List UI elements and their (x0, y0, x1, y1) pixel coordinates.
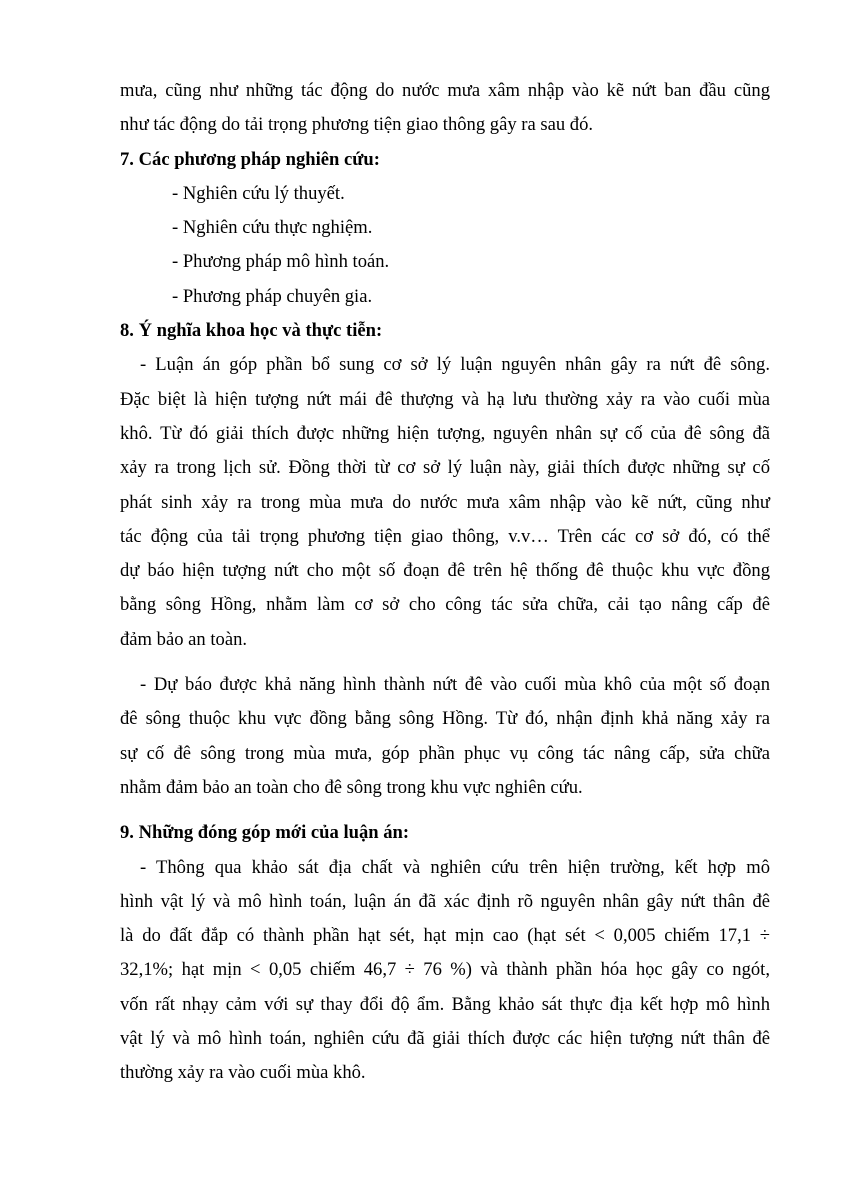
list-item: - Nghiên cứu thực nghiệm. (172, 217, 373, 239)
text-line: hình vật lý và mô hình toán, luận án đã xác định rõ nguyên nhân gây nứt thân đê (120, 890, 770, 912)
text-line: phát sinh xảy ra trong mùa mưa do nước mưa xâm nhập vào kẽ nứt, cũng như (120, 491, 770, 513)
document-page (120, 74, 770, 1091)
method-list (120, 177, 770, 314)
text-line: tác động của tải trọng phương tiện giao thông, v.v… Trên các cơ sở đó, có thể (120, 525, 770, 547)
text-line: như tác động do tải trọng phương tiện giao thông gây ra sau đó. (120, 114, 594, 136)
text-line: - Dự báo được khả năng hình thành nứt đê vào cuối mùa khô của một số đoạn (140, 674, 770, 696)
text-line: đê sông thuộc khu vực đồng bằng sông Hồng. Từ đó, nhận định khả năng xảy ra (120, 708, 770, 730)
section-7-heading: 7. Các phương pháp nghiên cứu: (120, 148, 380, 170)
section-9-heading: 9. Những đóng góp mới của luận án: (120, 822, 410, 844)
text-line: Đặc biệt là hiện tượng nứt mái đê thượng và hạ lưu thường xảy ra vào cuối mùa (120, 388, 770, 410)
section-8-paragraph-2 (120, 668, 770, 805)
text-line: - Luận án góp phần bổ sung cơ sở lý luận nguyên nhân gây ra nứt đê sông. (140, 354, 770, 376)
text-line: thường xảy ra vào cuối mùa khô. (120, 1062, 366, 1084)
list-item: - Phương pháp chuyên gia. (172, 285, 373, 307)
list-item: - Nghiên cứu lý thuyết. (172, 182, 345, 204)
text-line: vốn rất nhạy cảm với sự thay đổi độ ẩm. Bằng khảo sát thực địa kết hợp mô hình (120, 993, 770, 1015)
section-8-paragraph-1 (120, 348, 770, 657)
text-line: khô. Từ đó giải thích được những hiện tượng, nguyên nhân sự cố của đê sông đã (120, 422, 770, 444)
text-line: xảy ra trong lịch sử. Đồng thời từ cơ sở lý luận này, giải thích được những sự cố (120, 457, 770, 479)
intro-paragraph (120, 74, 770, 143)
text-line: dự báo hiện tượng nứt cho một số đoạn đê trên hệ thống đê thuộc khu vực đồng (120, 560, 770, 582)
text-line: 32,1%; hạt mịn < 0,05 chiếm 46,7 ÷ 76 %) và thành phần hóa học gây co ngót, (120, 959, 770, 981)
text-line: - Thông qua khảo sát địa chất và nghiên cứu trên hiện trường, kết hợp mô (140, 856, 770, 878)
list-item: - Phương pháp mô hình toán. (172, 251, 390, 273)
text-line: sự cố đê sông trong mùa mưa, góp phần phục vụ công tác nâng cấp, sửa chữa (120, 742, 770, 764)
section-9-paragraph-1 (120, 851, 770, 1091)
section-8-heading: 8. Ý nghĩa khoa học và thực tiễn: (120, 320, 383, 342)
text-line: vật lý và mô hình toán, nghiên cứu đã giải thích được các hiện tượng nứt thân đê (120, 1028, 770, 1050)
text-line: nhằm đảm bảo an toàn cho đê sông trong khu vực nghiên cứu. (120, 776, 583, 798)
text-line: đảm bảo an toàn. (120, 628, 248, 650)
text-line: mưa, cũng như những tác động do nước mưa xâm nhập vào kẽ nứt ban đầu cũng (120, 80, 770, 101)
text-line: bằng sông Hồng, nhằm làm cơ sở cho công tác sửa chữa, cải tạo nâng cấp đê (120, 594, 770, 616)
text-line: là do đất đắp có thành phần hạt sét, hạt mịn cao (hạt sét < 0,005 chiếm 17,1 ÷ (120, 925, 770, 947)
